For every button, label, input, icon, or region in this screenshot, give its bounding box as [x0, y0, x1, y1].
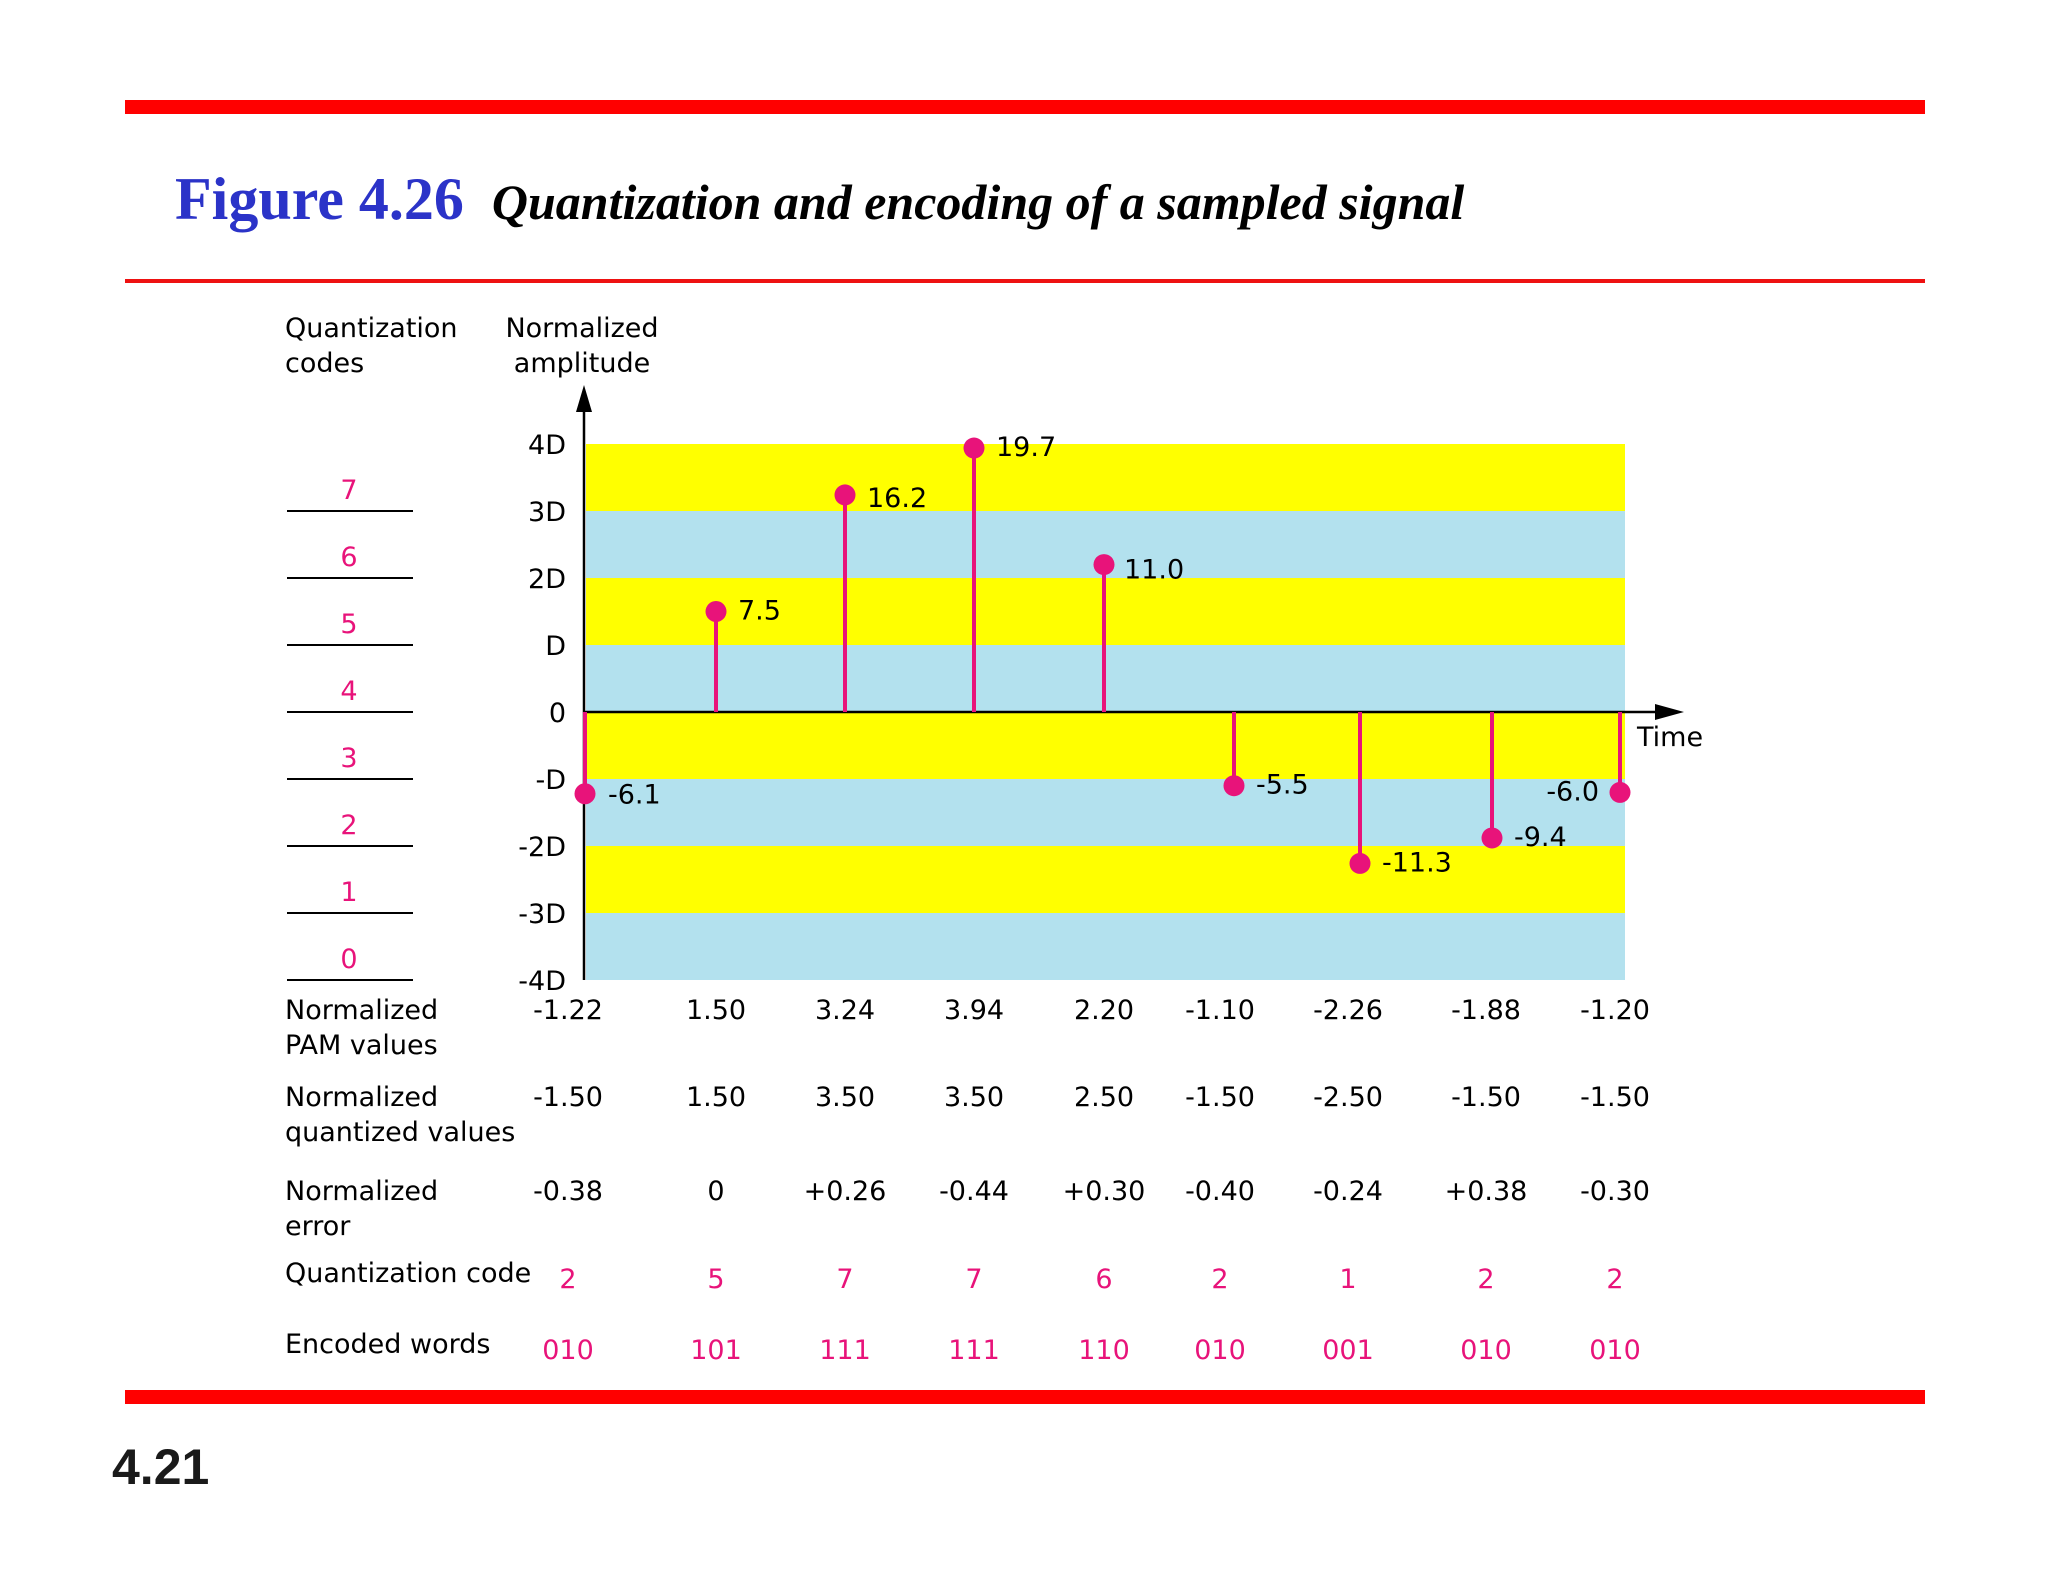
level-label: -4D [518, 966, 566, 997]
sample-label: -11.3 [1382, 847, 1452, 879]
quantization-code: 3 [340, 743, 358, 774]
table-cell: 2 [1477, 1264, 1495, 1295]
table-cell: 7 [836, 1264, 854, 1295]
level-label: 4D [528, 430, 566, 461]
table-row-label: Quantization code [285, 1258, 532, 1289]
table-cell: -0.24 [1313, 1176, 1383, 1207]
table-cell: -1.10 [1185, 995, 1255, 1026]
table-cell: 3.50 [943, 1082, 1005, 1113]
sample-point [575, 783, 596, 804]
level-label: 2D [528, 564, 566, 595]
table-cell: 111 [948, 1335, 1000, 1366]
figure-label: Figure 4.26 [175, 166, 464, 232]
level-band [586, 444, 1625, 511]
table-cell: 6 [1095, 1264, 1113, 1295]
table-cell: -2.50 [1313, 1082, 1383, 1113]
table-cell: 5 [707, 1264, 725, 1295]
sample-label: 7.5 [738, 595, 781, 627]
sample-point [1094, 554, 1115, 575]
table-cell: 3.50 [814, 1082, 876, 1113]
table-cell: 010 [1589, 1335, 1641, 1366]
table-cell: 1.50 [685, 995, 747, 1026]
table-cell: -0.30 [1580, 1176, 1650, 1207]
slide-number: 4.21 [112, 1439, 210, 1495]
table-cell: 110 [1078, 1335, 1130, 1366]
quantization-code: 5 [340, 609, 358, 640]
table-cell: +0.30 [1062, 1176, 1146, 1207]
level-label: -D [535, 765, 566, 796]
table-cell: -0.40 [1185, 1176, 1255, 1207]
time-axis-label: Time [1637, 722, 1704, 753]
sample-label: -9.4 [1514, 821, 1567, 853]
table-cell: 0 [707, 1176, 725, 1207]
table-cell: 2 [1211, 1264, 1229, 1295]
table-cell: +0.26 [803, 1176, 887, 1207]
table-cell: -1.22 [533, 995, 603, 1026]
table-cell: +0.38 [1444, 1176, 1528, 1207]
quantization-code: 4 [340, 676, 358, 707]
table-cell: 2.50 [1073, 1082, 1135, 1113]
table-cell: -0.38 [533, 1176, 603, 1207]
sample-point [1224, 775, 1245, 796]
sample-label: 11.0 [1124, 554, 1185, 586]
level-label: 3D [528, 497, 566, 528]
table-cell: 111 [819, 1335, 871, 1366]
figure-caption: Quantization and encoding of a sampled signal [491, 174, 1465, 230]
table-cell: -1.50 [533, 1082, 603, 1113]
table-cell: 2.20 [1073, 995, 1135, 1026]
level-label: D [545, 631, 566, 662]
table-cell: -0.44 [939, 1176, 1009, 1207]
table-row-label: Normalized [285, 1176, 439, 1207]
table-cell: 1 [1339, 1264, 1357, 1295]
codes-header: Quantization [285, 313, 458, 344]
sample-label: -5.5 [1256, 769, 1309, 801]
table-row-label: quantized values [285, 1117, 516, 1148]
table-row-label: Encoded words [285, 1329, 491, 1360]
sample-point [964, 438, 985, 459]
quantization-code: 0 [340, 944, 358, 975]
level-label: -2D [518, 832, 566, 863]
level-band [586, 779, 1625, 846]
table-cell: -2.26 [1313, 995, 1383, 1026]
sample-point [706, 601, 727, 622]
quantization-code: 7 [340, 475, 358, 506]
quantization-code: 1 [340, 877, 358, 908]
sample-point [1350, 853, 1371, 874]
sample-point [835, 484, 856, 505]
table-cell: 010 [542, 1335, 594, 1366]
sample-label: -6.0 [1546, 776, 1599, 808]
table-cell: 1.50 [685, 1082, 747, 1113]
table-cell: 001 [1322, 1335, 1374, 1366]
table-cell: -1.50 [1451, 1082, 1521, 1113]
table-cell: 2 [559, 1264, 577, 1295]
quantization-code: 2 [340, 810, 358, 841]
table-row-label: Normalized [285, 995, 439, 1026]
sample-label: 16.2 [867, 482, 928, 514]
bottom-red-bar [125, 1390, 1925, 1404]
quantization-code: 6 [340, 542, 358, 573]
amplitude-header: amplitude [513, 348, 651, 379]
table-row-label: Normalized [285, 1082, 439, 1113]
table-cell: -1.20 [1580, 995, 1650, 1026]
table-cell: 2 [1606, 1264, 1624, 1295]
level-label: 0 [548, 698, 566, 729]
time-axis-arrow [1655, 704, 1684, 720]
level-band [586, 913, 1625, 980]
table-cell: 010 [1460, 1335, 1512, 1366]
table-cell: 010 [1194, 1335, 1246, 1366]
sample-point [1482, 827, 1503, 848]
y-axis-arrow [576, 385, 592, 412]
table-cell: 7 [965, 1264, 983, 1295]
sample-label: 19.7 [996, 432, 1057, 464]
table-cell: -1.50 [1185, 1082, 1255, 1113]
sample-label: -6.1 [608, 779, 661, 811]
table-row-label: error [285, 1211, 351, 1242]
sample-point [1610, 782, 1631, 803]
table-row-label: PAM values [285, 1030, 438, 1061]
codes-header: codes [285, 348, 365, 379]
table-cell: 3.94 [943, 995, 1005, 1026]
table-cell: 101 [690, 1335, 742, 1366]
amplitude-header: Normalized [505, 313, 659, 344]
level-label: -3D [518, 899, 566, 930]
table-cell: -1.50 [1580, 1082, 1650, 1113]
level-band [586, 712, 1625, 779]
table-cell: -1.88 [1451, 995, 1521, 1026]
table-cell: 3.24 [814, 995, 876, 1026]
level-band [586, 846, 1625, 913]
